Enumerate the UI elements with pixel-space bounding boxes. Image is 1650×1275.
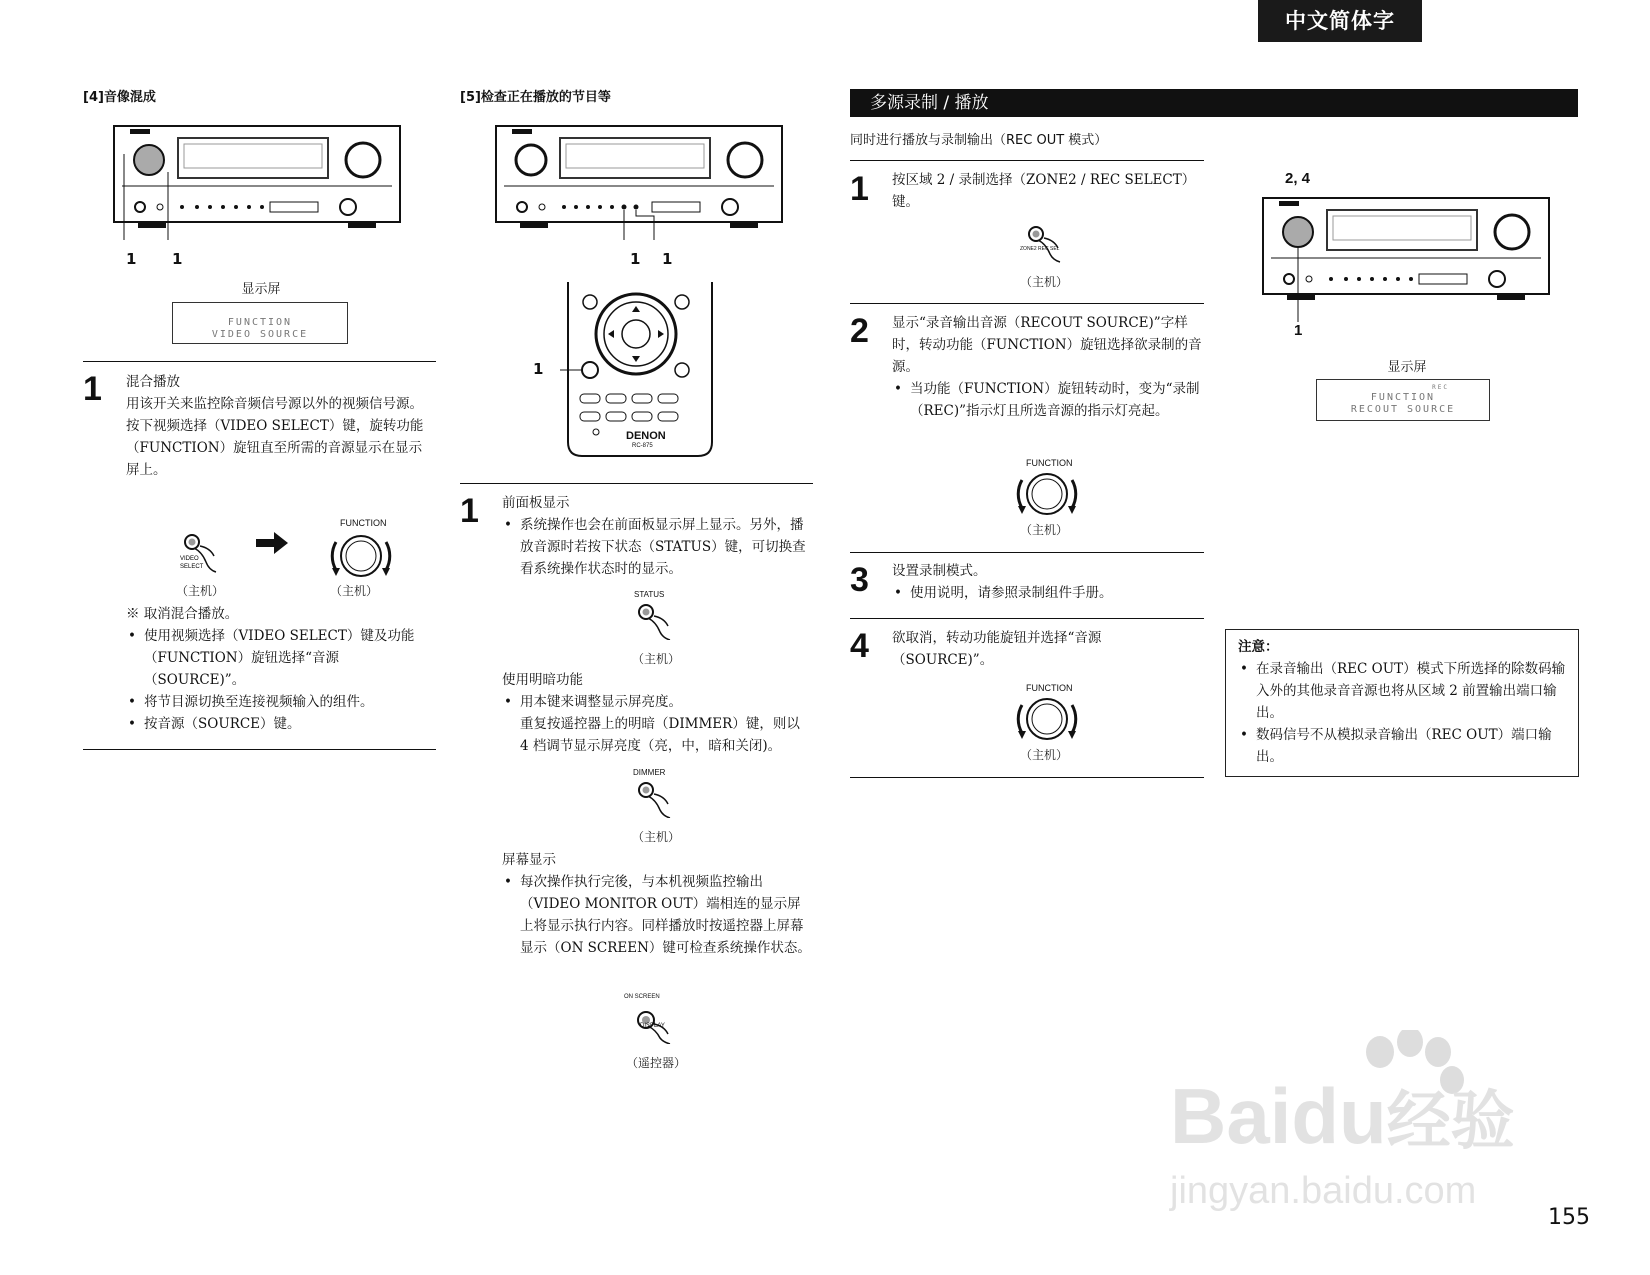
status-label: STATUS (634, 590, 665, 599)
list-item: • 按音源（SOURCE）键。 (126, 713, 438, 735)
step1-body (126, 371, 434, 481)
display-label: 显示屏 (241, 282, 281, 297)
callout-1b: 1 (172, 250, 183, 268)
note-item: • 数码信号不从模拟录音输出（REC OUT）端口输出。 (1238, 724, 1566, 768)
callout-1: 1 (1294, 322, 1303, 339)
watermark-du: du (1291, 1072, 1387, 1160)
lcd-display (1316, 379, 1490, 421)
divider (850, 552, 1204, 553)
list-item-continued: 重复按遥控器上的明暗（DIMMER）键，则以 4 档调节显示屏亮度（亮，中，暗和关闭)。 (520, 716, 800, 754)
step-paragraph: 按下视频选择（VIDEO SELECT）键，旋转功能（FUNCTION）旋钮直至所需的音源显示在显示屏上。 (126, 418, 424, 478)
step-number: 1 (850, 170, 869, 208)
caption-main-unit: （主机） (632, 830, 681, 844)
note-title: 注意： (1238, 639, 1279, 655)
front-panel-section (502, 492, 812, 580)
lcd-display (172, 302, 348, 344)
subheading: 同时进行播放与录制输出（REC OUT 模式） (850, 133, 1108, 148)
display-button-label: DISPLAY (640, 1023, 665, 1029)
callout-1b: 1 (662, 250, 673, 268)
cancel-list (126, 603, 438, 735)
divider (850, 618, 1204, 619)
knob-label: FUNCTION (1026, 458, 1073, 468)
callout-2-4: 2, 4 (1285, 170, 1311, 187)
divider (83, 749, 436, 750)
caption-main-unit: （主机） (632, 652, 681, 666)
caption-main-unit: （主机） (176, 584, 225, 598)
watermark-cn: 经验 (1386, 1085, 1515, 1157)
lcd-line1: FUNCTION (227, 317, 293, 328)
dimmer-button-icon (632, 778, 682, 818)
step3-body (892, 560, 1202, 604)
step-number: 1 (83, 370, 102, 408)
divider (850, 160, 1204, 161)
section-heading-check-playing: [5]检查正在播放的节目等 (460, 90, 611, 105)
zone2-rec-select-button-icon (1020, 224, 1072, 266)
watermark-url: jingyan.baidu.com (1170, 1170, 1477, 1212)
lcd-line2: VIDEO SOURCE (211, 329, 309, 340)
callout-1a: 1 (630, 250, 641, 268)
on-screen-label: ON SCREEN (624, 994, 660, 1000)
status-button-icon (632, 600, 682, 640)
zone2-label: ZONE2 REC SEL (1020, 246, 1060, 252)
step1-text: 按区域 2 / 录制选择（ZONE2 / REC SELECT）键。 (892, 172, 1196, 210)
caption-remote: （遥控器） (626, 1056, 687, 1070)
step-text: 设置录制模式。 (892, 563, 987, 579)
dimmer-section (502, 669, 812, 757)
step2-body (892, 312, 1204, 422)
list-item: • 系统操作也会在前面板显示屏上显示。另外，播放音源时若按下状态（STATUS）键，可切换查看系统操作状态时的显示。 (502, 514, 812, 580)
divider (850, 777, 1204, 778)
function-knob-icon (1012, 468, 1082, 524)
knob-label: FUNCTION (1026, 683, 1073, 693)
svg-text:SELECT: SELECT (180, 564, 204, 570)
lcd-line1: FUNCTION (1370, 392, 1436, 403)
list-item: • 将节目源切换至连接视频输入的组件。 (126, 691, 438, 713)
language-tab: 中文简体字 (1258, 0, 1422, 42)
caption-main-unit: （主机） (1020, 523, 1069, 537)
receiver-front-panel-image (494, 124, 786, 240)
baidu-watermark (1170, 1030, 1560, 1230)
watermark-bai: Bai (1170, 1072, 1292, 1160)
knob-label: FUNCTION (340, 518, 387, 528)
callout-1a: 1 (126, 250, 137, 268)
list-item: • 使用视频选择（VIDEO SELECT）键及功能（FUNCTION）旋钮选择“音源（SOURCE)”。 (126, 625, 438, 691)
caption-main-unit: （主机） (1020, 275, 1069, 289)
step-number: 2 (850, 312, 869, 350)
subsection-title: 前面板显示 (502, 495, 570, 511)
lcd-rec-indicator: REC (1432, 384, 1449, 391)
remote-model: RC-875 (632, 443, 653, 449)
lcd-line2: RECOUT SOURCE (1350, 404, 1456, 415)
list-item: • 使用说明，请参照录制组件手册。 (892, 582, 1202, 604)
caption-main-unit: （主机） (330, 584, 379, 598)
step-paragraph: 用该开关来监控除音频信号源以外的视频信号源。 (126, 396, 423, 412)
subsection-title: 使用明暗功能 (502, 672, 583, 688)
step4-text: 欲取消，转动功能旋钮并选择“音源（SOURCE)”。 (892, 630, 1102, 668)
divider (83, 361, 436, 362)
cancel-title: ※ 取消混合播放。 (126, 606, 239, 622)
step-title: 混合播放 (126, 374, 180, 390)
list-item: • 用本键来调整显示屏亮度。 (502, 691, 812, 713)
function-knob-icon (1012, 693, 1082, 749)
receiver-front-panel-image (1261, 196, 1553, 328)
step-number: 1 (460, 492, 479, 530)
divider (460, 483, 813, 484)
on-screen-section (502, 849, 812, 959)
step-text: 显示“录音输出音源（RECOUT SOURCE)”字样时，转动功能（FUNCTION）旋钮选择欲录制的音源。 (892, 315, 1202, 375)
step-number: 3 (850, 561, 869, 599)
dimmer-label: DIMMER (633, 768, 666, 777)
display-label: 显示屏 (1387, 360, 1427, 375)
caption-main-unit: （主机） (1020, 748, 1069, 762)
receiver-front-panel-image (112, 124, 404, 240)
subsection-title: 屏幕显示 (502, 852, 556, 868)
section-banner: 多源录制 / 播放 (850, 89, 1578, 117)
divider (850, 303, 1204, 304)
note-box (1225, 629, 1579, 777)
list-item: • 当功能（FUNCTION）旋钮转动时，变为“录制（REC)”指示灯且所选音源的指示灯亮起。 (892, 378, 1204, 422)
video-select-button-icon (178, 530, 228, 576)
list-item: • 每次操作执行完後，与本机视频监控输出（VIDEO MONITOR OUT）端相连的显示屏上将显示执行内容。同样播放时按遥控器上屏幕显示（ON SCREEN）键可检查系统操作状态。 (502, 871, 812, 959)
step-number: 4 (850, 627, 869, 665)
remote-brand-logo: DENON (626, 430, 666, 442)
svg-text:VIDEO: VIDEO (180, 556, 199, 562)
arrow-right-icon (256, 532, 290, 554)
note-item: • 在录音输出（REC OUT）模式下所选择的除数码输入外的其他录音音源也将从区域 2 前置输出端口输出。 (1238, 658, 1566, 724)
section-heading-av-mix: [4]音像混成 (83, 90, 156, 105)
remote-callout: 1 (533, 360, 544, 378)
function-knob-icon (326, 528, 396, 584)
